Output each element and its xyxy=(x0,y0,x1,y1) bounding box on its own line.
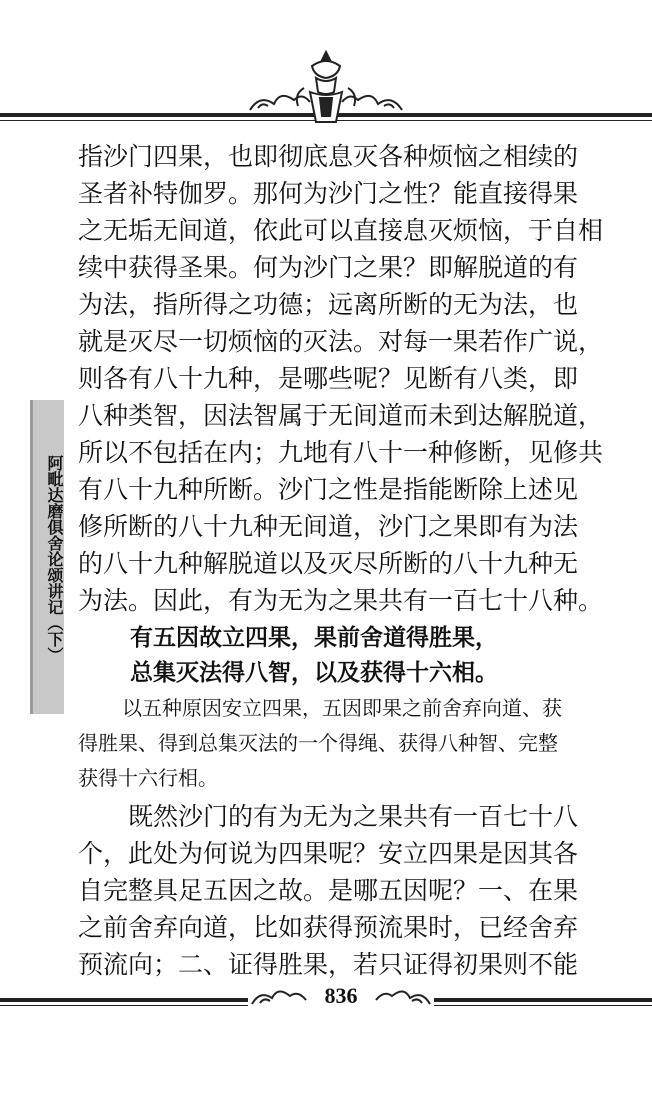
text-line: 既然沙门的有为无为之果共有一百七十八 xyxy=(128,802,579,831)
text-line: 预流向；二、证得胜果，若只证得初果则不能 xyxy=(78,950,579,979)
text-line: 个，此处为何说为四果呢？安立四果是因其各 xyxy=(78,839,579,868)
commentary-line: 获得十六行相。 xyxy=(78,766,218,790)
cloud-ornament-icon xyxy=(372,984,434,1010)
text-line: 指沙门四果，也即彻底息灭各种烦恼之相续的 xyxy=(78,142,579,171)
text-line: 自完整具足五因之故。是哪五因呢？一、在果 xyxy=(78,876,579,905)
text-line: 则各有八十九种，是哪些呢？见断有八类，即 xyxy=(78,364,579,393)
ritual-ornament-icon xyxy=(240,48,412,128)
verse-line: 总集灭法得八智，以及获得十六相。 xyxy=(130,660,498,686)
text-line: 八种类智，因法智属于无间道而未到达解脱道， xyxy=(78,401,604,430)
verse-line: 有五因故立四果，果前舍道得胜果， xyxy=(130,625,498,651)
page-number: 836 xyxy=(310,983,372,1009)
commentary-line: 得胜果、得到总集灭法的一个得绳、获得八种智、完整 xyxy=(78,731,558,755)
text-line: 为法，指所得之功德；远离所断的无为法，也 xyxy=(78,290,579,319)
text-line: 所以不包括在内；九地有八十一种修断，见修共 xyxy=(78,438,604,467)
side-tab xyxy=(30,400,64,714)
text-line: 为法。因此，有为无为之果共有一百七十八种。 xyxy=(78,586,604,615)
text-line: 之无垢无间道，依此可以直接息灭烦恼，于自相 xyxy=(78,216,604,245)
text-line: 圣者补特伽罗。那何为沙门之性？能直接得果 xyxy=(78,179,579,208)
text-line: 修所断的八十九种无间道，沙门之果即有为法 xyxy=(78,512,579,541)
text-line: 有八十九种所断。沙门之性是指能断除上述见 xyxy=(78,475,579,504)
text-line: 续中获得圣果。何为沙门之果？即解脱道的有 xyxy=(78,253,579,282)
cloud-ornament-icon xyxy=(248,984,310,1010)
text-line: 的八十九种解脱道以及灭尽所断的八十九种无 xyxy=(78,549,579,578)
book-title: 阿毗达磨俱舍论颂讲记（下） xyxy=(45,455,64,663)
text-line: 就是灭尽一切烦恼的灭法。对每一果若作广说， xyxy=(78,327,604,356)
text-line: 之前舍弃向道，比如获得预流果时，已经舍弃 xyxy=(78,913,579,942)
commentary-line: 以五种原因安立四果，五因即果之前舍弃向道、获 xyxy=(122,696,562,720)
